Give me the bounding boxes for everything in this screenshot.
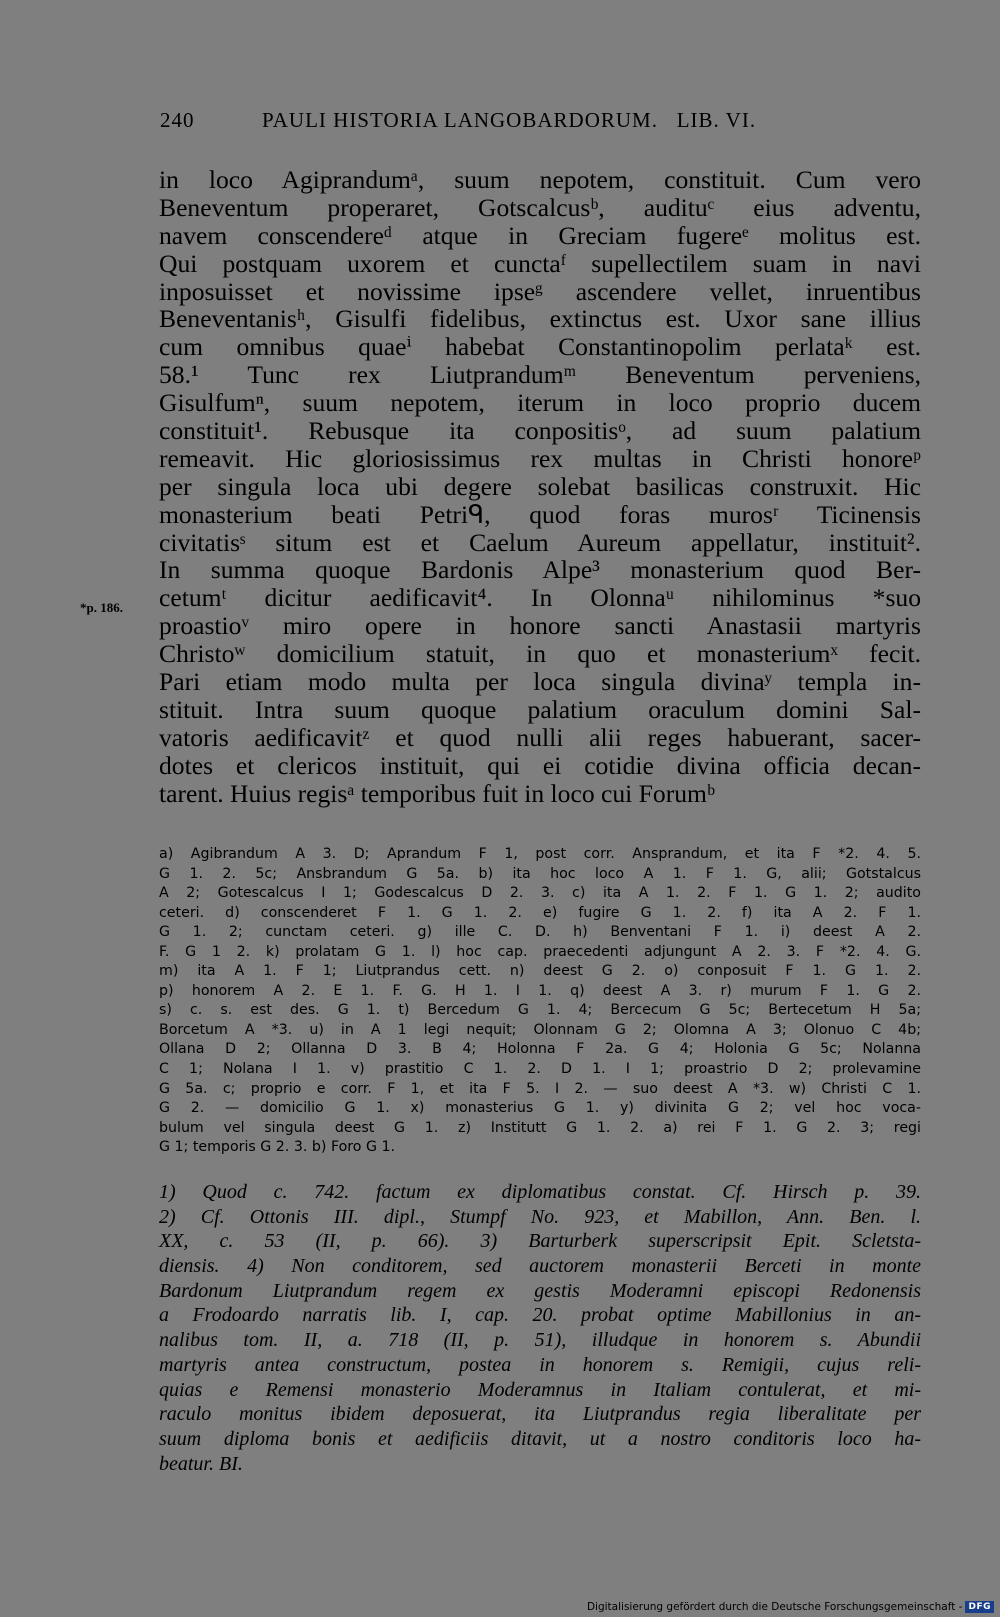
apparatus-line: Borcetum A *3. u) in A 1 legi nequit; Olonnam G 2; Olomna A 3; Olonuo C 4b;: [159, 1021, 921, 1038]
text-line: Gisulfumⁿ, suum nepotem, iterum in loco proprio ducem: [159, 388, 921, 418]
apparatus-line: G 1. 2; cunctam ceteri. g) ille C. D. h) Benventani F 1. i) deest A 2.: [159, 924, 921, 941]
footnote-line: diensis. 4) Non conditorem, sed auctorem monasterii Berceti in monte: [159, 1255, 921, 1278]
text-line: proastioᵛ miro opere in honore sancti Anastasii martyris: [159, 611, 921, 641]
text-line: tarent. Huius regisᵃ temporibus fuit in loco cui Forumᵇ: [159, 778, 715, 808]
dfg-logo: DFG: [965, 1601, 994, 1613]
text-line: in loco Agiprandumᵃ, suum nepotem, constituit. Cum vero: [159, 165, 921, 194]
text-line: per singula loca ubi degere solebat basilicas construxit. Hic: [159, 471, 921, 501]
apparatus-line: G 2. — domicilio G 1. x) monasterius G 1. y) divinita G 2; vel hoc voca-: [159, 1100, 921, 1117]
text-line: Beneventum properaret, Gotscalcusᵇ, audituᶜ eius adventu,: [159, 192, 921, 222]
footnote-line: 2) Cf. Ottonis III. dipl., Stumpf No. 923, et Mabillon, Ann. Ben. l.: [159, 1205, 921, 1228]
apparatus-line: ceteri. d) conscenderet F 1. G 1. 2. e) fugire G 1. 2. f) ita A 2. F 1.: [159, 904, 921, 921]
text-line: Beneventanisʰ, Gisulfi fidelibus, extinctus est. Uxor sane illius: [159, 304, 921, 334]
running-title: PAULI HISTORIA LANGOBARDORUM. LIB. VI.: [262, 108, 757, 132]
apparatus-line: F. G 1 2. k) prolatam G 1. l) hoc cap. praecedenti adjungunt A 2. 3. F *2. 4. G.: [159, 943, 921, 960]
footnote-line: Bardonum Liutprandum regem ex gestis Moderamni episcopi Redonensis: [159, 1279, 921, 1302]
apparatus-line: G 1. 2. 5c; Ansbrandum G 5a. b) ita hoc loco A 1. F 1. G, alii; Gotstalcus: [159, 865, 921, 882]
main-text: [159, 166, 921, 807]
footnotes: [159, 1180, 921, 1476]
apparatus-line: s) c. s. est des. G 1. t) Bercedum G 1. 4; Bercecum G 5c; Bertecetum H 5a;: [159, 1002, 921, 1019]
text-line: dotes et clericos instituit, qui ei cotidie divina officia decan-: [159, 750, 921, 780]
footnote-line: quias e Remensi monasterio Moderamnus in Italiam contulerat, et mi-: [159, 1378, 921, 1401]
apparatus-line: a) Agibrandum A 3. D; Aprandum F 1, post corr. Ansprandum, et ita F *2. 4. 5.: [159, 846, 921, 862]
footnote-line: beatur. BI.: [159, 1452, 243, 1475]
text-line: stituit. Intra suum quoque palatium oraculum domini Sal-: [159, 694, 921, 724]
footnote-line: raculo monitus ibidem deposuerat, ita Liutprandus regia liberalitate per: [159, 1403, 921, 1426]
apparatus-line: bulum vel singula deest G 1. z) Institutt G 1. 2. a) rei F 1. G 2. 3; regi: [159, 1119, 921, 1136]
text-line: vatoris aedificavitᶻ et quod nulli alii reges habuerant, sacer-: [159, 722, 921, 752]
text-line: constituit¹. Rebusque ita conpositisᵒ, ad suum palatium: [159, 416, 921, 446]
footnote-line: 1) Quod c. 742. factum ex diplomatibus constat. Cf. Hirsch p. 39.: [159, 1181, 921, 1203]
apparatus-line: A 2; Gotescalcus I 1; Godescalcus D 2. 3. c) ita A 1. 2. F 1. G 1. 2; audito: [159, 885, 921, 902]
text-line: civitatisˢ situm est et Caelum Aureum appellatur, instituit².: [159, 527, 921, 557]
text-line: cetumᵗ dicitur aedificavit⁴. In Olonnaᵘ nihilominus *suo: [159, 583, 921, 613]
text-line: inposuisset et novissime ipseᵍ ascendere vellet, inruentibus: [159, 276, 921, 306]
text-line: remeavit. Hic gloriosissimus rex multas in Christi honoreᵖ: [159, 443, 921, 473]
apparatus-line: C 1; Nolana I 1. v) prastitio C 1. 2. D 1. I 1; proastrio D 2; prolevamine: [159, 1061, 921, 1078]
footnote-line: nalibus tom. II, a. 718 (II, p. 51), illudque in honorem s. Abundii: [159, 1329, 921, 1352]
text-line: Pari etiam modo multa per loca singula divinaʸ templa in-: [159, 667, 921, 697]
critical-apparatus: [159, 845, 921, 1158]
margin-page-reference: *p. 186.: [80, 600, 123, 615]
footnote-line: XX, c. 53 (II, p. 66). 3) Barturberk superscripsit Epit. Scletsta-: [159, 1230, 921, 1253]
text-line: In summa quoque Bardonis Alpe³ monasterium quod Ber-: [159, 555, 921, 585]
apparatus-line: m) ita A 1. F 1; Liutprandus cett. n) deest G 2. o) conposuit F 1. G 1. 2.: [159, 963, 921, 980]
apparatus-line: p) honorem A 2. E 1. F. G. H 1. I 1. q) deest A 3. r) murum F 1. G 2.: [159, 982, 921, 999]
text-line: navem conscendereᵈ atque in Greciam fugereᵉ molitus est.: [159, 220, 921, 250]
apparatus-line: G 5a. c; proprio e corr. F 1, et ita F 5. I 2. — suo deest A *3. w) Christi C 1.: [159, 1080, 921, 1097]
footnote-line: martyris antea constructum, postea in honorem s. Remigii, cujus reli-: [159, 1353, 921, 1376]
text-line: 58.¹ Tunc rex Liutprandumᵐ Beneventum perveniens,: [159, 360, 921, 390]
page-number: 240: [160, 108, 195, 132]
text-line: monasterium beati Petriᑫ, quod foras murosʳ Ticinensis: [159, 499, 921, 529]
credit-text: Digitalisierung gefördert durch die Deutsche Forschungsgemeinschaft -: [586, 1601, 963, 1613]
footnote-line: suum diploma bonis et aedificiis ditavit, ut a nostro conditoris loco ha-: [159, 1427, 921, 1450]
digitization-credit: [587, 1601, 994, 1613]
text-line: Christoʷ domicilium statuit, in quo et monasteriumˣ fecit.: [159, 639, 921, 669]
apparatus-line: G 1; temporis G 2. 3. b) Foro G 1.: [159, 1139, 396, 1156]
footnote-line: a Frodoardo narratis lib. I, cap. 20. probat optime Mabillonius in an-: [159, 1304, 921, 1327]
text-line: Qui postquam uxorem et cunctaᶠ supellectilem suam in navi: [159, 248, 921, 278]
text-line: cum omnibus quaeⁱ habebat Constantinopolim perlataᵏ est.: [159, 332, 921, 362]
apparatus-line: Ollana D 2; Ollanna D 3. B 4; Holonna F 2a. G 4; Holonia G 5c; Nolanna: [159, 1041, 921, 1058]
